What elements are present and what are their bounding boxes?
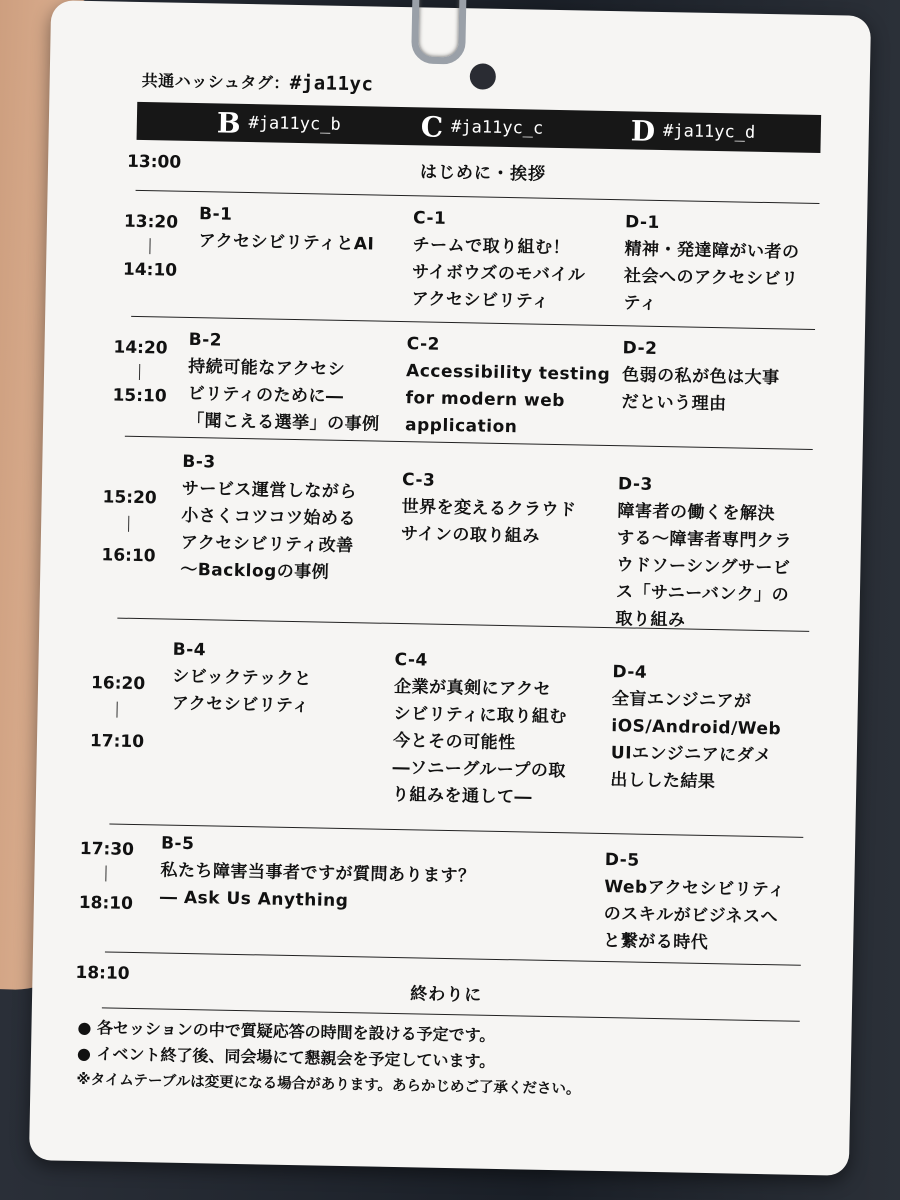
- session-code: D-5: [604, 850, 640, 871]
- slot-end-time: 16:10: [101, 545, 156, 567]
- session-b1: [198, 201, 375, 258]
- time-separator: [116, 702, 117, 718]
- track-letter: B: [216, 105, 241, 140]
- common-hashtag-value: #ja11yc: [289, 71, 374, 96]
- note-qa: ● 各セッションの中で質疑応答の時間を設ける予定です。: [77, 1017, 496, 1045]
- session-code: C-4: [394, 649, 429, 671]
- session-title: 障害者の働くを解決 する～障害者専門クラ ウドソーシングサービ ス「サニーバンク」の 取り組み: [615, 501, 793, 631]
- closing-time: 18:10: [75, 962, 130, 984]
- slot-start-time: 17:30: [79, 838, 135, 860]
- time-separator: [128, 516, 129, 532]
- session-code: B-5: [160, 833, 195, 855]
- slot-start-time: 14:20: [113, 337, 168, 359]
- session-b4: [171, 637, 312, 721]
- session-title: 精神・発達障がい者の 社会へのアクセシビリ ティ: [623, 239, 800, 314]
- session-title: 持続可能なアクセシ ビリティのために― 「聞こえる選挙」の事例: [186, 356, 380, 435]
- session-code: B-4: [172, 639, 207, 661]
- session-code: D-3: [617, 474, 654, 495]
- session-b3: [180, 449, 358, 587]
- session-d4: [610, 659, 782, 797]
- time-separator: [105, 865, 106, 881]
- track-header-b: [217, 103, 342, 143]
- slot-start-time: 15:20: [102, 487, 157, 509]
- track-hashtag: #ja11yc_c: [450, 116, 544, 139]
- punch-hole: [470, 63, 496, 89]
- session-code: B-3: [182, 451, 216, 473]
- session-title: サービス運営しながら 小さくコツコツ始める アクセシビリティ改善 ～Backlogの事例: [180, 478, 358, 583]
- session-title: 世界を変えるクラウド サインの取り組み: [400, 497, 577, 547]
- session-title: 色弱の私が色は大事 だという理由: [621, 365, 780, 415]
- session-d1: [623, 209, 800, 320]
- session-c4: [392, 647, 568, 812]
- slot-start-time: 16:20: [90, 673, 146, 695]
- slot-end-time: 18:10: [78, 892, 134, 914]
- session-d3: [615, 471, 793, 636]
- slot-end-time: 14:10: [122, 259, 178, 281]
- track-letter: D: [630, 113, 656, 148]
- track-header-c: [420, 107, 543, 147]
- session-c3: [401, 467, 578, 551]
- note-disclaimer: ※タイムテーブルは変更になる場合があります。あらかじめご了承ください。: [76, 1071, 581, 1098]
- session-title: 私たち障害当事者ですが質問あります？ ― Ask Us Anything: [159, 860, 476, 912]
- track-header-bar: [137, 102, 822, 153]
- lanyard-ring: [411, 0, 467, 65]
- session-b2: [187, 327, 382, 439]
- opening-title: はじめに・挨拶: [419, 162, 547, 185]
- session-d2: [621, 335, 780, 419]
- session-code: C-2: [406, 334, 441, 355]
- session-title: シビックテックと アクセシビリティ: [171, 666, 312, 717]
- track-hashtag: #ja11yc_b: [248, 113, 341, 135]
- slot-end-time: 15:10: [112, 385, 167, 407]
- session-title: アクセシビリティとAI: [198, 231, 375, 255]
- closing-title: 終わりに: [410, 984, 483, 1006]
- session-c1: [411, 205, 586, 316]
- session-title: 企業が真剣にアクセ シビリティに取り組む 今とその可能性 ―ソニーグループの取 り組みを通して―: [391, 676, 568, 808]
- session-code: C-3: [401, 470, 436, 491]
- session-code: B-2: [188, 329, 223, 351]
- slot-start-time: 13:20: [123, 211, 179, 233]
- track-header-d: [630, 111, 755, 151]
- footnotes: [76, 1015, 581, 1103]
- common-hashtag: [141, 68, 373, 95]
- session-code: D-4: [612, 662, 648, 683]
- timetable-card: [29, 0, 871, 1176]
- time-separator: [139, 364, 140, 380]
- time-separator: [149, 238, 150, 254]
- session-title: チームで取り組む！ サイボウズのモバイル アクセシビリティ: [411, 235, 586, 312]
- session-d5: [603, 847, 786, 958]
- session-c2: [405, 331, 611, 443]
- session-title: 全盲エンジニアが iOS/Android/Web UIエンジニアにダメ 出しした結果: [610, 689, 782, 793]
- slot-end-time: 17:10: [89, 731, 145, 753]
- session-code: D-2: [622, 338, 658, 359]
- track-hashtag: #ja11yc_d: [662, 121, 756, 143]
- track-letter: C: [420, 109, 444, 144]
- session-code: B-1: [198, 204, 233, 225]
- session-title: Accessibility testing for modern web application: [404, 361, 611, 438]
- note-party: ● イベント終了後、同会場にて懇親会を予定しています。: [76, 1043, 496, 1071]
- session-code: C-1: [412, 208, 447, 229]
- session-title: Webアクセシビリティ のスキルがビジネスへ と繋がる時代: [603, 877, 786, 954]
- common-hashtag-label: 共通ハッシュタグ：: [141, 70, 291, 93]
- session-b5: [160, 831, 476, 918]
- opening-time: 13:00: [126, 151, 182, 173]
- session-code: D-1: [624, 212, 661, 233]
